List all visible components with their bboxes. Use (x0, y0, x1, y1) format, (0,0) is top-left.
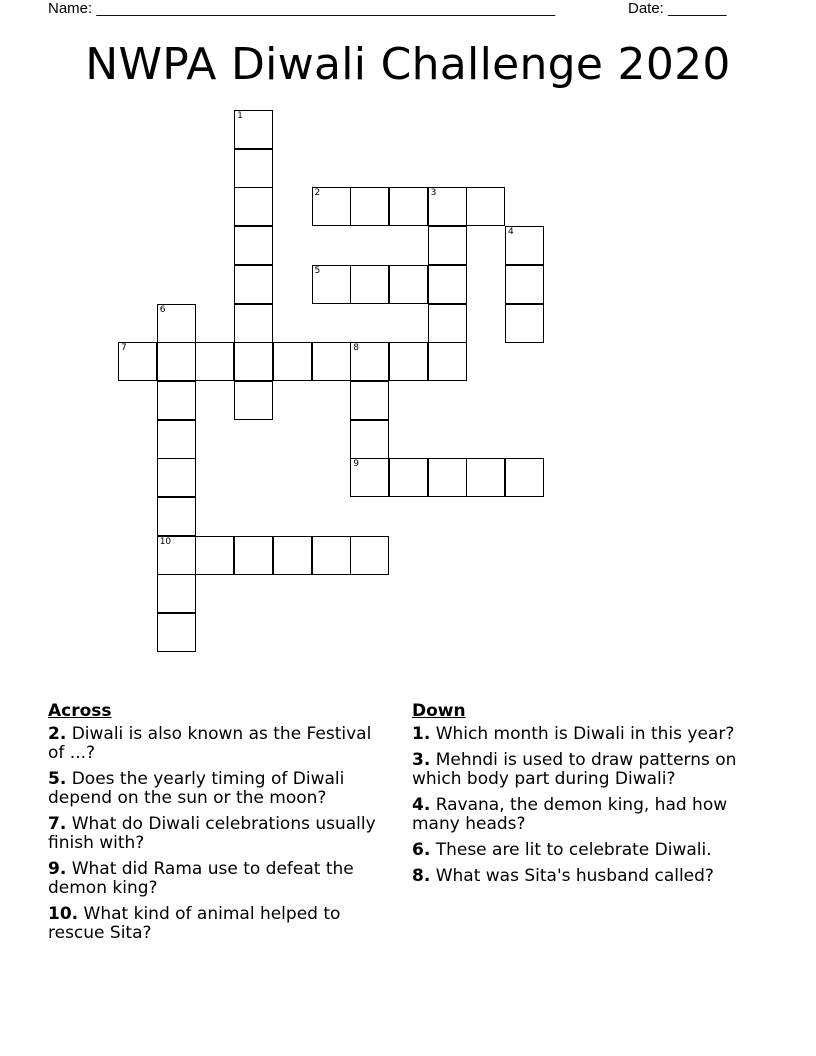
grid-cell[interactable] (350, 381, 389, 420)
clue-number: 6. (412, 840, 431, 860)
grid-cell[interactable] (389, 458, 428, 497)
cell-number: 10 (159, 536, 172, 547)
clue-text: What do Diwali celebrations usually finish with? (48, 814, 376, 853)
grid-cell[interactable] (350, 420, 389, 459)
clue-text: What was Sita's husband called? (430, 866, 714, 886)
down-heading: Down (412, 701, 466, 721)
clue-text: These are lit to celebrate Diwali. (430, 840, 712, 860)
cell-number: 6 (159, 304, 166, 315)
grid-cell[interactable] (234, 304, 273, 343)
down-clue (412, 867, 752, 886)
grid-cell[interactable] (505, 265, 544, 304)
clue-text: What did Rama use to defeat the demon king? (48, 859, 354, 898)
grid-cell[interactable] (157, 304, 196, 343)
clue-number: 3. (412, 750, 431, 770)
grid-cell[interactable] (234, 265, 273, 304)
grid-cell[interactable] (273, 536, 312, 575)
grid-cell[interactable] (234, 149, 273, 188)
cell-number: 4 (508, 227, 514, 238)
grid-cell[interactable] (312, 342, 351, 381)
cell-number: 5 (314, 265, 321, 276)
grid-cell[interactable] (505, 304, 544, 343)
clue-number: 9. (48, 859, 67, 879)
grid-cell[interactable] (157, 381, 196, 420)
clue-text: Which month is Diwali in this year? (430, 724, 735, 744)
grid-cell[interactable] (157, 458, 196, 497)
across-clue (48, 860, 388, 898)
grid-cell[interactable] (195, 536, 234, 575)
grid-cell[interactable] (505, 226, 544, 265)
cell-number: 9 (353, 459, 359, 470)
across-clue (48, 905, 388, 943)
grid-cell[interactable] (195, 342, 234, 381)
clue-text: Ravana, the demon king, had how many heads? (412, 795, 728, 834)
grid-cell[interactable] (234, 226, 273, 265)
clue-number: 8. (412, 866, 431, 886)
grid-cell[interactable] (312, 536, 351, 575)
grid-cell[interactable] (389, 342, 428, 381)
clue-number: 5. (48, 769, 67, 789)
cell-number: 8 (353, 343, 359, 354)
down-clue (412, 751, 752, 789)
date-field[interactable]: Date: _______ (628, 0, 727, 17)
name-field[interactable]: Name: _______________________________________________________ (48, 0, 556, 17)
grid-cell[interactable] (350, 342, 389, 381)
grid-cell[interactable] (428, 187, 467, 226)
cell-number: 2 (314, 188, 321, 199)
grid-cell[interactable] (505, 458, 544, 497)
clue-text: Does the yearly timing of Diwali depend on the sun or the moon? (48, 769, 345, 808)
cell-number: 3 (430, 188, 437, 199)
grid-cell[interactable] (157, 574, 196, 613)
page-title: NWPA Diwali Challenge 2020 (85, 39, 731, 90)
grid-cell[interactable] (466, 458, 505, 497)
grid-cell[interactable] (234, 342, 273, 381)
grid-cell[interactable] (312, 265, 351, 304)
grid-cell[interactable] (157, 497, 196, 536)
clue-text: What kind of animal helped to rescue Sita? (48, 904, 341, 943)
grid-cell[interactable] (234, 381, 273, 420)
grid-cell[interactable] (350, 265, 389, 304)
grid-cell[interactable] (428, 226, 467, 265)
grid-cell[interactable] (157, 420, 196, 459)
grid-cell[interactable] (350, 458, 389, 497)
grid-cell[interactable] (350, 187, 389, 226)
grid-cell[interactable] (466, 187, 505, 226)
down-clue (412, 796, 752, 834)
grid-cell[interactable] (428, 265, 467, 304)
grid-cell[interactable] (389, 265, 428, 304)
across-heading: Across (48, 701, 112, 721)
cell-number: 1 (237, 111, 243, 121)
cell-number: 7 (121, 343, 127, 354)
grid-cell[interactable] (234, 187, 273, 226)
across-clue (48, 815, 388, 853)
grid-cell[interactable] (273, 342, 312, 381)
across-clue (48, 770, 388, 808)
down-clues (412, 701, 752, 893)
clue-text: Mehndi is used to draw patterns on which body part during Diwali? (412, 750, 737, 789)
clue-number: 7. (48, 814, 67, 834)
grid-cell[interactable] (234, 110, 273, 149)
grid-cell[interactable] (428, 304, 467, 343)
down-clue (412, 841, 752, 860)
clue-number: 2. (48, 724, 67, 744)
grid-cell[interactable] (428, 342, 467, 381)
grid-cell[interactable] (428, 458, 467, 497)
down-clue (412, 725, 752, 744)
grid-cell[interactable] (157, 613, 196, 652)
grid-cell[interactable] (389, 187, 428, 226)
grid-cell[interactable] (157, 342, 196, 381)
grid-cell[interactable] (118, 342, 157, 381)
clue-number: 1. (412, 724, 431, 744)
clue-number: 4. (412, 795, 431, 815)
grid-cell[interactable] (312, 187, 351, 226)
grid-cell[interactable] (350, 536, 389, 575)
across-clue (48, 725, 388, 763)
clue-text: Diwali is also known as the Festival of ...? (48, 724, 372, 763)
grid-cell[interactable] (157, 536, 196, 575)
grid-cell[interactable] (234, 536, 273, 575)
clue-number: 10. (48, 904, 79, 924)
across-clues (48, 701, 388, 950)
